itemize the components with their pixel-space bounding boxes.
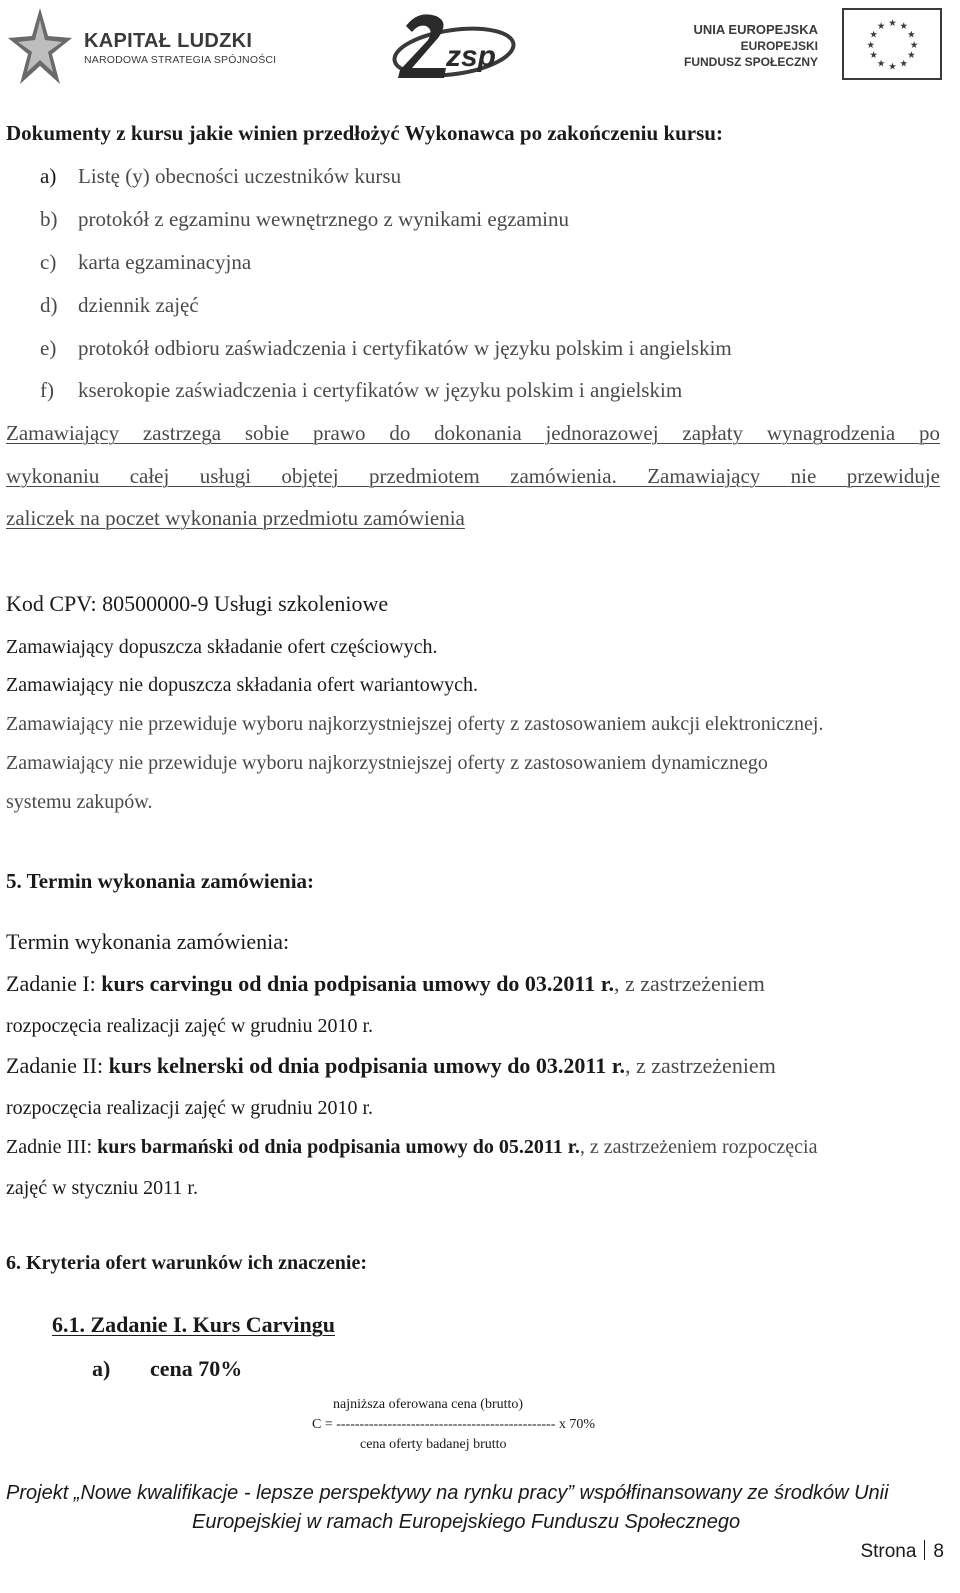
criterion-marker: a)	[92, 1356, 111, 1381]
task-2-rest: , z zastrzeżeniem	[624, 1053, 776, 1078]
task-2-label: Zadanie II:	[6, 1053, 109, 1078]
task-1-term: kurs carvingu od dnia podpisania umowy do 03.2011 r.	[101, 971, 614, 996]
variant-offers-text: Zamawiający nie dopuszcza składania ofert wariantowych.	[6, 674, 479, 696]
svg-text:★: ★	[907, 50, 916, 62]
task-2-line-1	[6, 1053, 776, 1079]
zsp-logo-icon	[388, 6, 518, 86]
svg-text:★: ★	[909, 39, 919, 51]
kapital-ludzki-star-icon	[6, 2, 74, 90]
svg-text:★: ★	[869, 29, 878, 41]
page-separator	[924, 1540, 925, 1560]
payment-line-3: zaliczek na poczet wykonania przedmiotu zamówienia	[6, 506, 465, 530]
task-2-line-2: rozpoczęcia realizacji zajęć w grudniu 2010 r.	[6, 1097, 374, 1119]
section-6-heading: 6. Kryteria ofert warunków ich znaczenie:	[6, 1252, 368, 1274]
dynamic-system-line-1: Zamawiający nie przewiduje wyboru najkorzystniejszej oferty z zastosowaniem dynamicznego	[6, 752, 768, 774]
documents-heading: Dokumenty z kursu jakie winien przedłożyć Wykonawca po zakończeniu kursu:	[6, 121, 723, 145]
list-marker: b)	[40, 207, 58, 231]
list-item	[40, 377, 682, 403]
list-marker: c)	[40, 250, 57, 274]
task-3-line-1	[6, 1134, 817, 1160]
auction-text: Zamawiający nie przewiduje wyboru najkorzystniejszej oferty z zastosowaniem aukcji elektronicznej.	[6, 713, 824, 735]
svg-text:★: ★	[888, 61, 897, 73]
svg-text:★: ★	[866, 39, 875, 51]
task-1-label: Zadanie I:	[6, 971, 102, 996]
list-item	[40, 335, 732, 361]
task-2-term: kurs kelnerski od dnia podpisania umowy do 03.2011 r.	[108, 1053, 625, 1078]
svg-text:★: ★	[899, 58, 909, 70]
eu-flag-icon	[842, 8, 942, 80]
formula-numerator: najniższa oferowana cena (brutto)	[333, 1397, 524, 1412]
page-label: Strona	[860, 1541, 917, 1562]
footer-project-line-2: Europejskiej w ramach Europejskiego Funduszu Społecznego	[192, 1511, 741, 1533]
list-item	[40, 163, 401, 189]
svg-text:★: ★	[876, 58, 886, 70]
list-marker: a)	[40, 164, 57, 188]
footer-project-line-1: Projekt „Nowe kwalifikacje - lepsze perspektywy na rynku pracy” współfinansowany ze środków Unii	[6, 1482, 889, 1504]
ue-line-1: UNIA EUROPEJSKA	[693, 22, 818, 37]
svg-text:★: ★	[869, 50, 878, 62]
list-marker: e)	[40, 336, 57, 360]
section-5-intro: Termin wykonania zamówienia:	[6, 929, 290, 954]
list-item	[40, 292, 199, 318]
section-5-heading: 5. Termin wykonania zamówienia:	[6, 869, 315, 893]
list-item-text: karta egzaminacyjna	[78, 250, 252, 274]
partial-offers-text: Zamawiający dopuszcza składanie ofert częściowych.	[6, 636, 438, 658]
list-item	[40, 206, 569, 232]
task-3-label: Zadnie III:	[6, 1136, 98, 1158]
criterion-text: cena 70%	[150, 1356, 243, 1381]
task-1-rest: , z zastrzeżeniem	[613, 971, 765, 996]
kapital-ludzki-title: KAPITAŁ LUDZKI	[84, 30, 253, 52]
task-1-line-1	[6, 971, 940, 997]
formula-main: C = ----------------------------------------------- x 70%	[312, 1417, 596, 1432]
kapital-ludzki-logo	[6, 2, 277, 90]
ue-line-3: FUNDUSZ SPOŁECZNY	[683, 55, 818, 69]
list-item	[40, 249, 251, 275]
task-3-line-2: zajęć w styczniu 2011 r.	[6, 1177, 198, 1199]
task-3-rest: , z zastrzeżeniem rozpoczęcia	[579, 1136, 818, 1158]
page-number: 8	[933, 1541, 944, 1562]
page-indicator	[860, 1540, 944, 1563]
list-item-text: kserokopie zaświadczenia i certyfikatów w języku polskim i angielskim	[78, 378, 683, 402]
task-1-line-2: rozpoczęcia realizacji zajęć w grudniu 2010 r.	[6, 1015, 374, 1037]
dynamic-system-line-2: systemu zakupów.	[6, 791, 153, 813]
zsp-school-logo	[388, 6, 518, 86]
payment-line-2: wykonaniu całej usługi objętej przedmiotem zamówienia. Zamawiający nie przewiduje	[6, 464, 940, 488]
svg-text:zsp: zsp	[446, 40, 497, 73]
task-3-term: kurs barmański od dnia podpisania umowy do 05.2011 r.	[97, 1136, 580, 1158]
list-item-text: dziennik zajęć	[78, 293, 199, 317]
formula-denominator: cena oferty badanej brutto	[360, 1437, 507, 1452]
payment-line-1: Zamawiający zastrzega sobie prawo do dokonania jednorazowej zapłaty wynagrodzenia po	[6, 421, 940, 445]
svg-text:★: ★	[888, 18, 897, 30]
unia-europejska-logo	[680, 8, 942, 84]
svg-text:★: ★	[899, 20, 909, 32]
list-item-text: protokół odbioru zaświadczenia i certyfikatów w języku polskim i angielskim	[78, 336, 732, 360]
subsection-6-1-heading: 6.1. Zadanie I. Kurs Carvingu	[52, 1312, 335, 1337]
list-marker: d)	[40, 293, 58, 317]
kapital-ludzki-subtitle: NARODOWA STRATEGIA SPÓJNOŚCI	[84, 54, 277, 66]
ue-line-2: EUROPEJSKI	[740, 39, 818, 53]
page-header	[0, 0, 960, 95]
criterion-price	[92, 1356, 242, 1382]
list-item-text: Listę (y) obecności uczestników kursu	[78, 164, 402, 188]
list-item-text: protokół z egzaminu wewnętrznego z wynikami egzaminu	[78, 207, 569, 231]
svg-text:★: ★	[907, 29, 916, 41]
svg-text:★: ★	[876, 20, 886, 32]
cpv-code: Kod CPV: 80500000-9 Usługi szkoleniowe	[6, 591, 389, 616]
list-marker: f)	[40, 378, 54, 402]
